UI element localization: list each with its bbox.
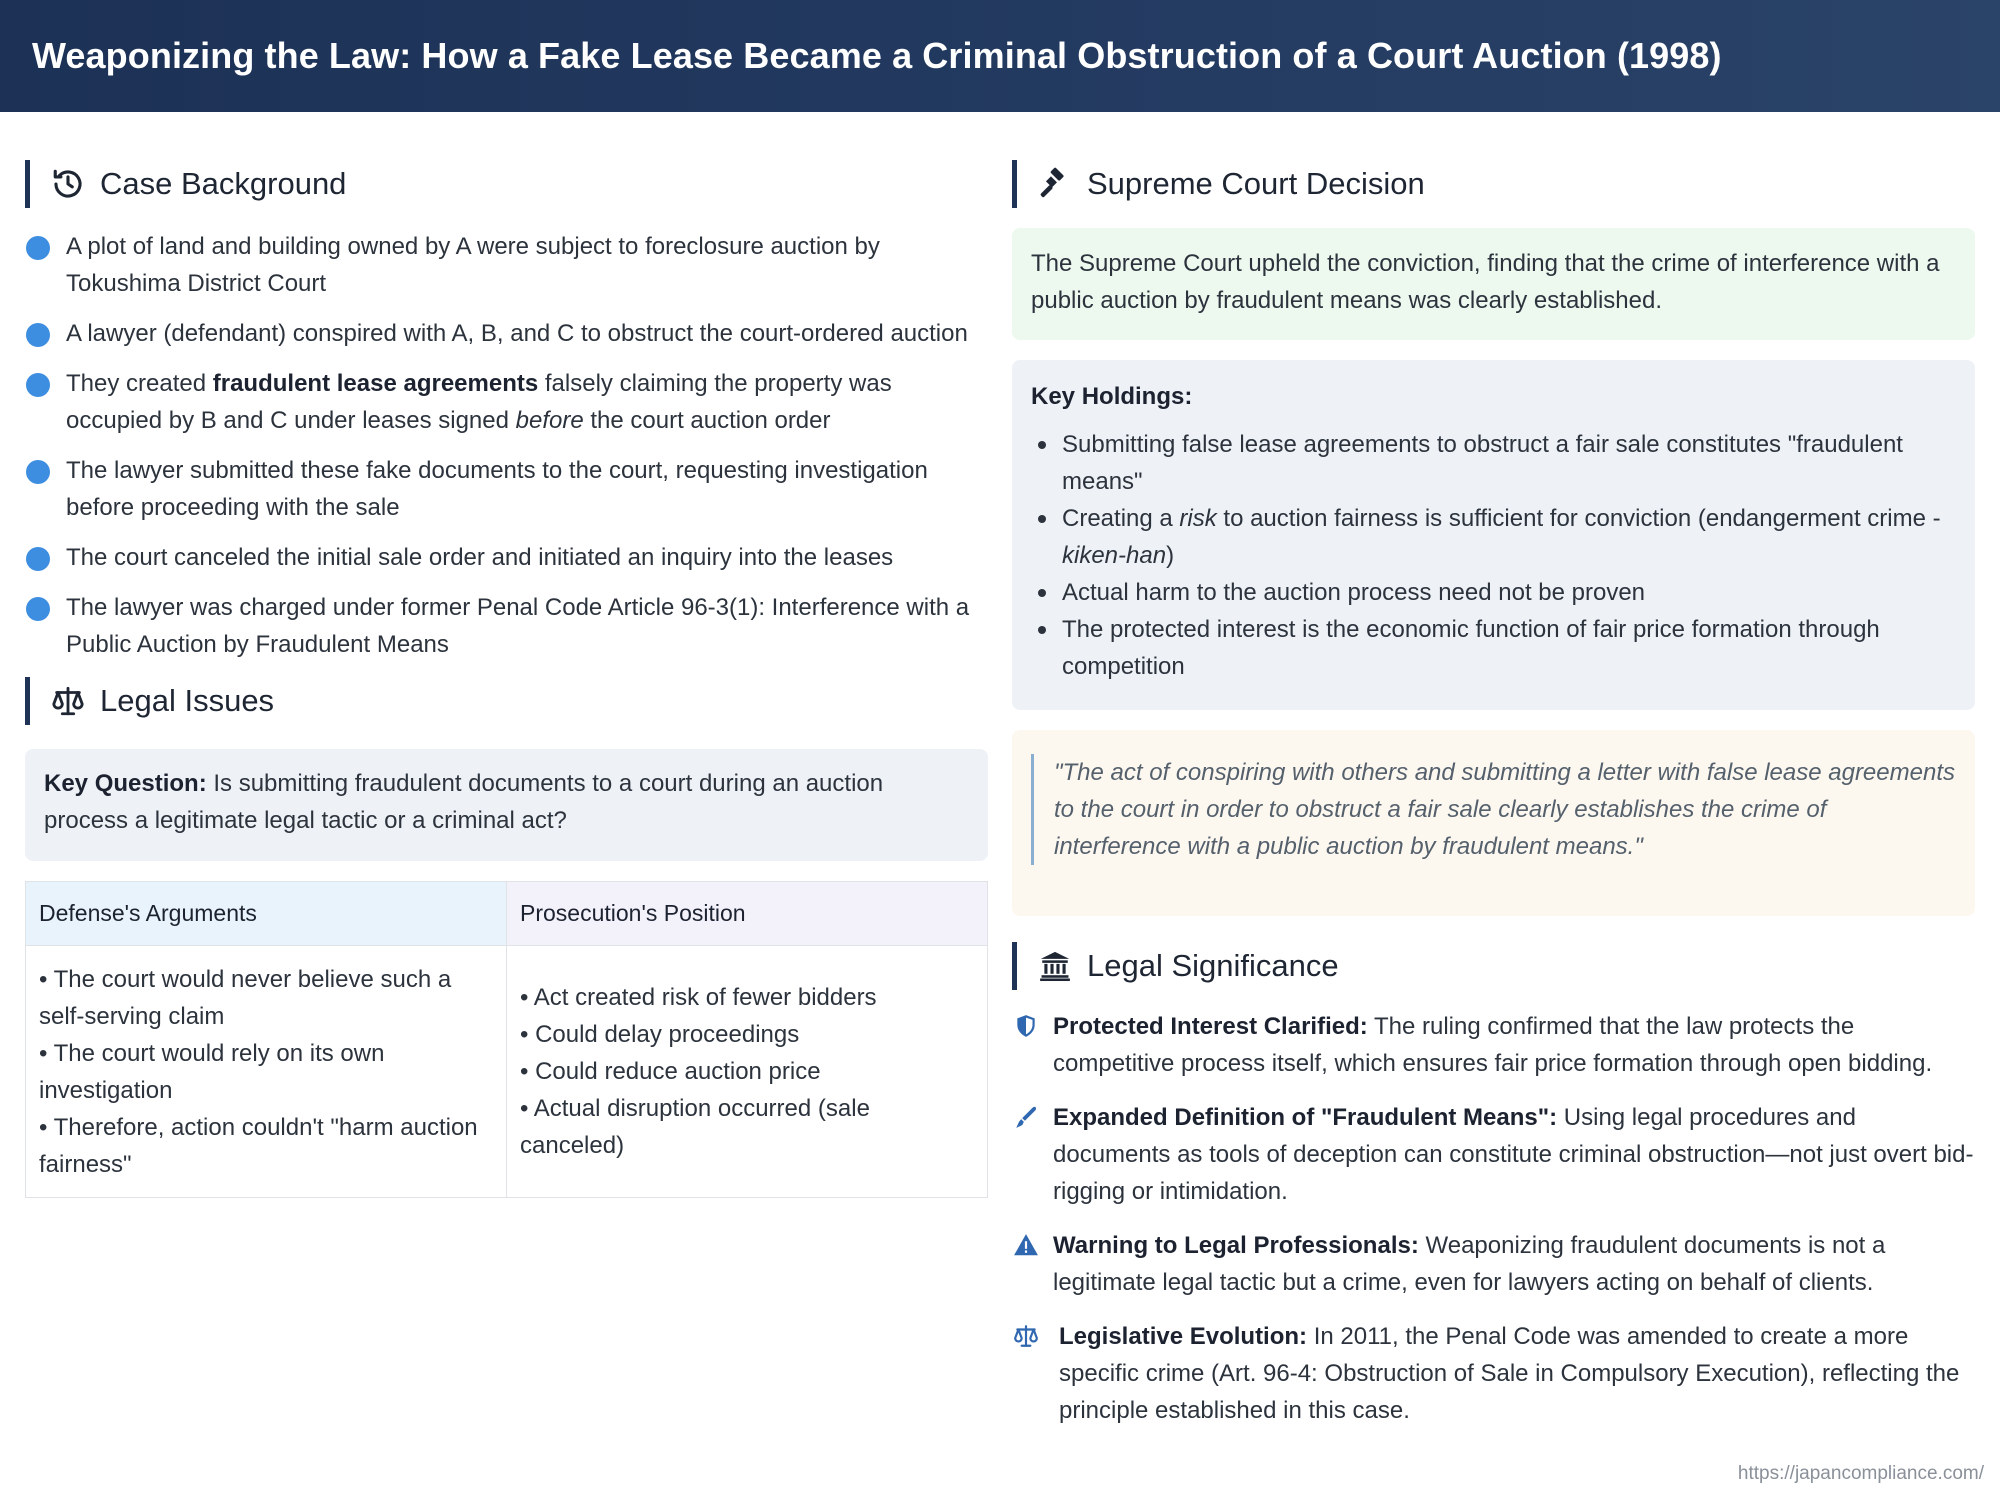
history-icon — [50, 166, 86, 202]
background-list — [25, 228, 988, 663]
bullet-dot — [26, 236, 50, 260]
bullet-dot — [26, 547, 50, 571]
landmark-icon — [1037, 948, 1073, 984]
holding-item: The protected interest is the economic function of fair price formation through competition — [1031, 611, 1956, 685]
defense-cell: • The court would never believe such a self-serving claim • The court would rely on its own investigation • Therefore, action couldn't "harm auction fairness" — [26, 946, 507, 1198]
gavel-icon — [1037, 166, 1073, 202]
significance-list — [1012, 1008, 1975, 1429]
bullet-dot — [26, 373, 50, 397]
page-title: Weaponizing the Law: How a Fake Lease Became a Criminal Obstruction of a Court Auction (1998) — [32, 35, 1722, 76]
court-quote: "The act of conspiring with others and submitting a letter with false lease agreements to the court in order to obstruct a fair sale clearly establishes the crime of interference with a public auction by fraudulent means." — [1031, 754, 1956, 865]
legal-issues-title: Legal Issues — [100, 683, 275, 718]
legal-issues-heading — [25, 677, 988, 725]
case-background-heading — [25, 160, 988, 208]
bullet-dot — [26, 460, 50, 484]
prosecution-cell: • Act created risk of fewer bidders • Could delay proceedings • Could reduce auction price • Actual disruption occurred (sale canceled) — [507, 946, 988, 1198]
scales-icon — [50, 683, 86, 719]
warning-icon — [1012, 1231, 1040, 1259]
list-item: The court canceled the initial sale order and initiated an inquiry into the leases — [25, 539, 988, 576]
list-item: The lawyer was charged under former Penal Code Article 96-3(1): Interference with a Public Auction by Fraudulent Means — [25, 589, 988, 663]
list-item: A lawyer (defendant) conspired with A, B, and C to obstruct the court-ordered auction — [25, 315, 988, 352]
list-item: The lawyer submitted these fake documents to the court, requesting investigation before proceeding with the sale — [25, 452, 988, 526]
holdings-list — [1031, 426, 1956, 685]
significance-item: Legislative Evolution: In 2011, the Penal Code was amended to create a more specific crime (Art. 96-4: Obstruction of Sale in Compulsory Execution), reflecting the principle established in this case. — [1012, 1318, 1975, 1429]
holding-item: Creating a risk to auction fairness is sufficient for conviction (endangerment crime - kiken-han) — [1031, 500, 1956, 574]
list-item: They created fraudulent lease agreements falsely claiming the property was occupied by B and C under leases signed before the court auction order — [25, 365, 988, 439]
page-header — [0, 0, 2000, 112]
decision-title: Supreme Court Decision — [1087, 166, 1425, 201]
significance-item: Expanded Definition of "Fraudulent Means": Using legal procedures and documents as tools of deception can constitute criminal obstruction—not just overt bid-rigging or intimidation. — [1012, 1099, 1975, 1210]
bullet-dot — [26, 597, 50, 621]
scales-icon — [1012, 1322, 1040, 1350]
list-item: A plot of land and building owned by A were subject to foreclosure auction by Tokushima District Court — [25, 228, 988, 302]
shield-icon — [1012, 1012, 1040, 1040]
right-column — [1012, 160, 1975, 1446]
significance-item: Warning to Legal Professionals: Weaponizing fraudulent documents is not a legitimate legal tactic but a crime, even for lawyers acting on behalf of clients. — [1012, 1227, 1975, 1301]
case-background-title: Case Background — [100, 166, 347, 201]
key-holdings-label: Key Holdings: — [1031, 383, 1193, 410]
prosecution-header: Prosecution's Position — [507, 882, 988, 946]
decision-heading — [1012, 160, 1975, 208]
source-url: https://japancompliance.com/ — [1737, 1463, 1984, 1484]
holding-item: Submitting false lease agreements to obstruct a fair sale constitutes "fraudulent means" — [1031, 426, 1956, 500]
key-holdings-box — [1012, 360, 1975, 710]
significance-heading — [1012, 942, 1975, 990]
arguments-table — [25, 881, 988, 1198]
bullet-dot — [26, 323, 50, 347]
defense-header: Defense's Arguments — [26, 882, 507, 946]
quote-box — [1012, 730, 1975, 916]
left-column — [25, 160, 988, 1198]
significance-item: Protected Interest Clarified: The ruling confirmed that the law protects the competitive process itself, which ensures fair price formation through open bidding. — [1012, 1008, 1975, 1082]
significance-title: Legal Significance — [1087, 948, 1339, 983]
pen-icon — [1012, 1103, 1040, 1131]
holding-item: Actual harm to the auction process need not be proven — [1031, 574, 1956, 611]
decision-summary: The Supreme Court upheld the conviction, finding that the crime of interference with a public auction by fraudulent means was clearly established. — [1012, 228, 1975, 340]
key-question-box: Key Question: Is submitting fraudulent documents to a court during an auction process a legitimate legal tactic or a criminal act? — [25, 749, 988, 861]
